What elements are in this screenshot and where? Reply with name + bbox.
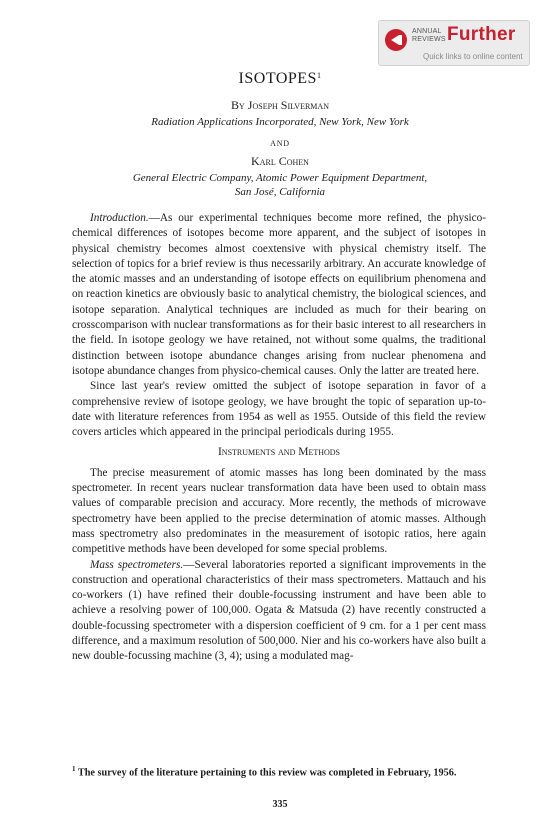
affiliation-2-line-2: San José, California — [234, 186, 326, 198]
affiliation-1: Radiation Applications Incorporated, New York, New York — [151, 116, 409, 128]
footnote-mark: 1 — [72, 765, 76, 773]
further-badge[interactable] — [378, 20, 530, 66]
title-footnote-mark: 1 — [316, 71, 322, 80]
affiliation-2-line-1: General Electric Company, Atomic Power Equipment Department, — [132, 172, 428, 184]
author-2: Karl Cohen — [251, 154, 309, 168]
back-arrow-icon — [385, 29, 407, 51]
article-body — [72, 211, 486, 665]
paragraph-3: The precise measurement of atomic masses has long been dominated by the mass spectrometer. In recent years nuclear transformation data have been used to obtain mass values of comparable precision and accuracy. More recently, the methods of microwave spectrometry have been applied to the precise determination of atomic masses. Although mass spectrometry also predominates in the measurement of isotopic ratios, here again competitive methods have been developed for some special problems. — [72, 466, 486, 556]
annual-reviews-logo-text: ANNUAL REVIEWS — [412, 28, 446, 43]
footnote: $^1$ The survey of the literature pertaining to this review was completed in February, 1956. — [72, 765, 457, 779]
author-1: By Joseph Silverman — [231, 98, 329, 112]
and-separator: AND — [270, 139, 290, 148]
page-number: 335 — [272, 799, 288, 810]
intro-label: Introduction. — [90, 212, 149, 224]
paragraph-2: Since last year's review omitted the subject of isotope separation in favor of a comprehensive review of isotope geology, we have brought the topic of separation up-to-date with literature references from 1954 as well as 1955. Outside of this field the review covers articles which appeared in the principal periodicals during 1955. — [72, 380, 486, 439]
article-title: ISOTOPES$^1$ — [238, 70, 322, 87]
intro-paragraph: Introduction.—As our experimental techniques become more refined, the physico-chemical differences of isotopes become more apparent, and the subject of isotopes in physical chemistry becomes almost coextensive with physical chemistry itself. The selection of topics for a brief review is thus necessarily arbitrary. An accurate knowledge of the atomic masses and an understanding of isotope effects on equilibrium phenomena and on reaction kinetics are obviously basic to analytical chemistry, the biological sciences, and isotope separation. Analytical techniques are included as much for their bearing on crosscomparison with nuclear transformations as for their basic interest to all researchers in the field. In isotope geology we have retained, not without some qualms, the traditional distinction between isotope abundance changes arising from nuclear phenomena and isotope abundance changes from physico-chemical causes. Only the latter are treated here. — [72, 212, 486, 377]
section-heading: Instruments and Methods — [217, 446, 341, 459]
quick-links-text: Quick links to online content — [423, 52, 523, 61]
further-label: Further — [447, 24, 516, 45]
mass-spectrometers-paragraph: Mass spectrometers.—Several laboratories reported a significant improvements in the construction and operational characteristics of their mass spectrometers. Mattauch and his co-workers (1) have refined their double-focussing instrument and have been able to achieve a resolving power of 100,000. Ogata & Matsuda (2) have recently constructed a double-focussing spectrometer with a dispersion coefficient of 9 cm. for a 1 per cent mass difference, and a maximum resolution of 500,000. Nier and his co-workers have also built a new double-focussing machine (3, 4); using a modulated mag- — [72, 558, 487, 663]
mass-spectrometers-label: Mass spectrometers. — [90, 558, 184, 571]
